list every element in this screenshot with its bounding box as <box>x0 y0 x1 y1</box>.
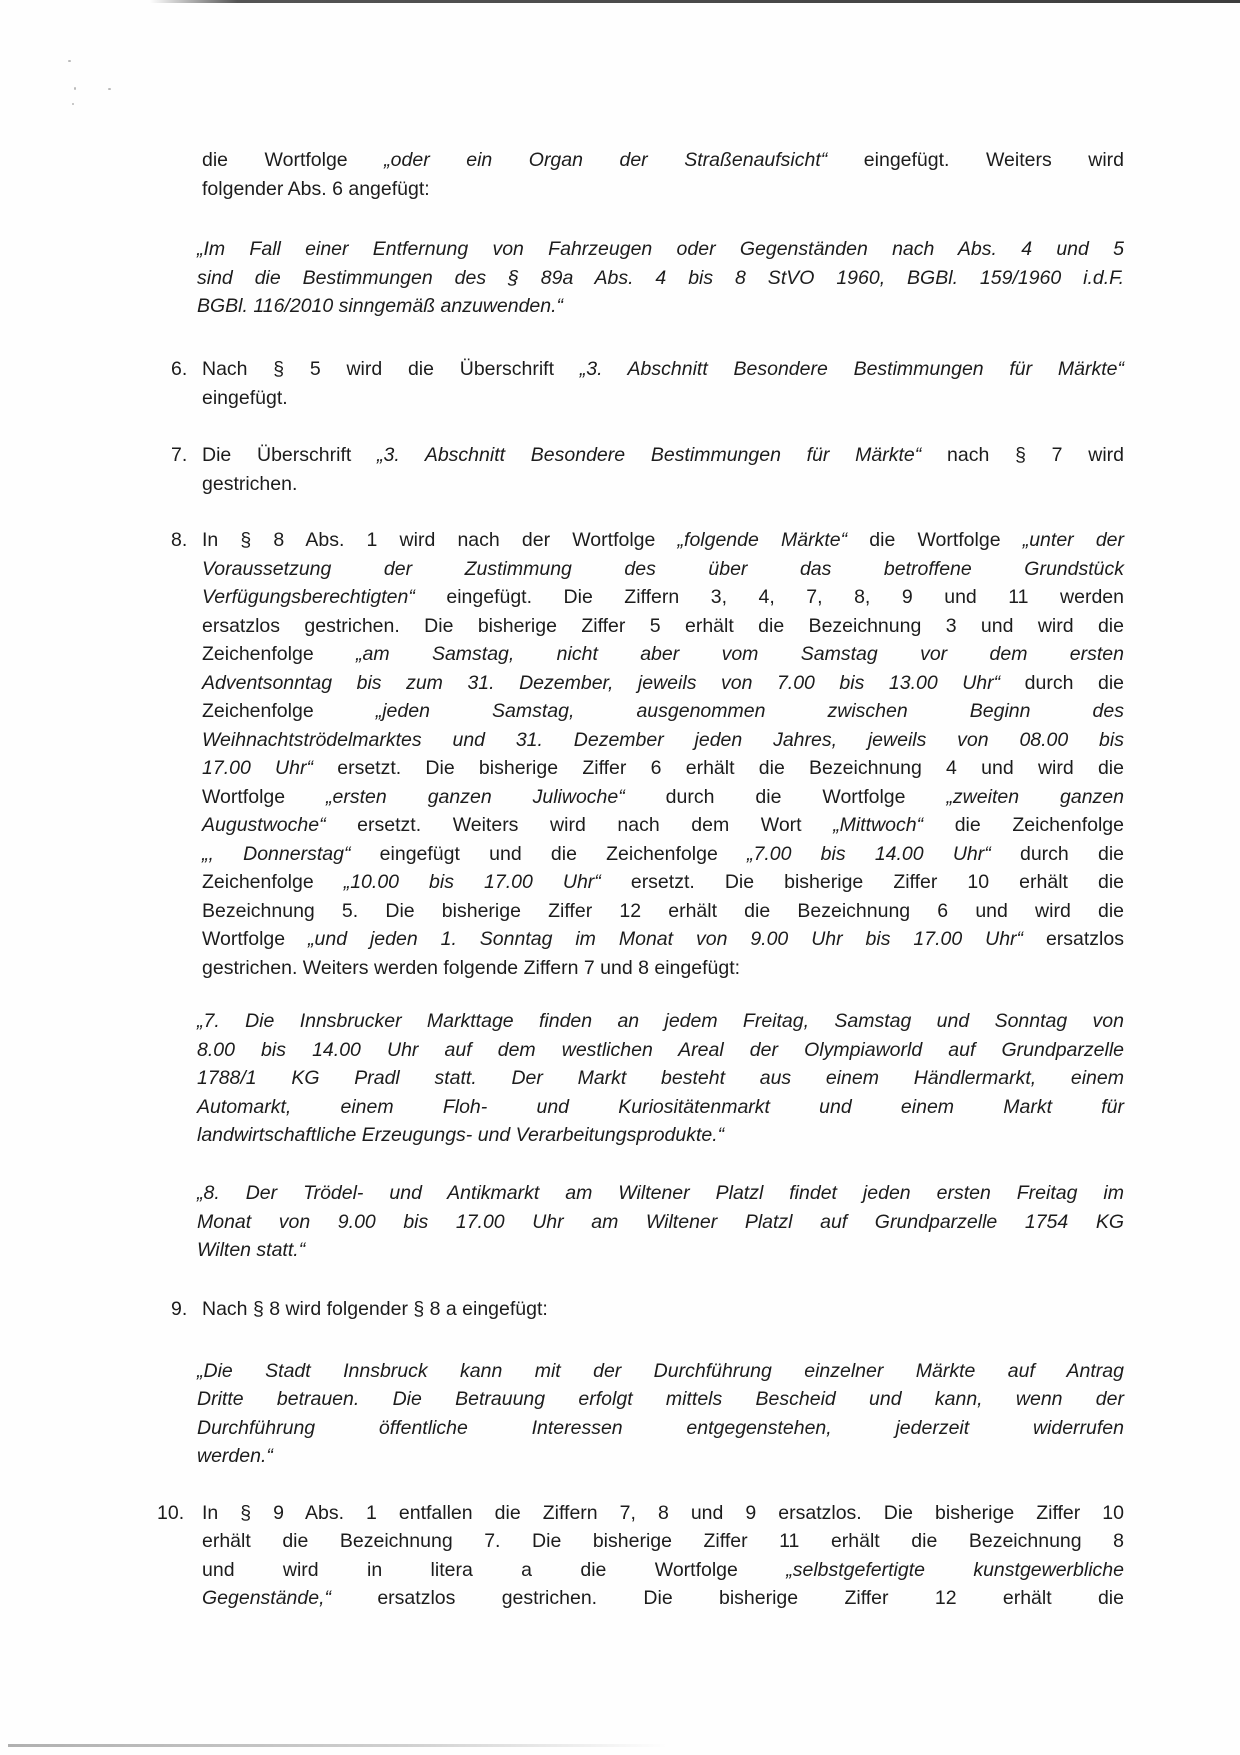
item-number: 6. <box>171 358 188 380</box>
scan-speckle <box>72 103 74 105</box>
text-line: Zeichenfolge „10.00 bis 17.00 Uhr“ ersetzt. Die bisherige Ziffer 10 erhält die <box>202 871 1125 893</box>
scan-speckle <box>108 88 111 90</box>
text-line: die Wortfolge „oder ein Organ der Straßenaufsicht“ eingefügt. Weiters wird <box>202 149 1124 171</box>
block-item-7 <box>171 441 1125 498</box>
text-line: Bezeichnung 5. Die bisherige Ziffer 12 erhält die Bezeichnung 6 und wird die <box>202 899 1124 922</box>
text-line: Gegenstände,“ ersatzlos gestrichen. Die bisherige Ziffer 12 erhält die <box>202 1587 1124 1609</box>
text-line: erhält die Bezeichnung 7. Die bisherige Ziffer 11 erhält die Bezeichnung 8 <box>202 1530 1124 1552</box>
document-body <box>0 146 1240 1613</box>
text-line: Monat von 9.00 bis 17.00 Uhr am Wiltener Platzl auf Grundparzelle 1754 KG <box>197 1210 1124 1233</box>
text-line: 8.00 bis 14.00 Uhr auf dem westlichen Areal der Olympiaworld auf Grundparzelle <box>197 1038 1124 1061</box>
text-line: „8. Der Trödel- und Antikmarkt am Wiltener Platzl findet jeden ersten Freitag im <box>197 1182 1124 1204</box>
text-line: ersatzlos gestrichen. Die bisherige Ziffer 5 erhält die Bezeichnung 3 und wird die <box>202 614 1124 637</box>
scan-speckle <box>74 87 76 90</box>
text-line: Augustwoche“ ersetzt. Weiters wird nach dem Wort „Mittwoch“ die Zeichenfolge <box>202 814 1124 836</box>
text-line: Zeichenfolge „am Samstag, nicht aber vom Samstag vor dem ersten <box>202 643 1124 665</box>
text-line: Voraussetzung der Zustimmung des über das betroffene Grundstück <box>202 557 1124 580</box>
block-item-8 <box>171 526 1125 982</box>
text-line: „7. Die Innsbrucker Markttage finden an jedem Freitag, Samstag und Sonntag von <box>197 1010 1124 1032</box>
text-line: gestrichen. Weiters werden folgende Ziffern 7 und 8 eingefügt: <box>202 956 741 979</box>
text-line: Verfügungsberechtigten“ eingefügt. Die Ziffern 3, 4, 7, 8, 9 und 11 werden <box>202 586 1124 608</box>
text-line: Adventsonntag bis zum 31. Dezember, jeweils von 7.00 bis 13.00 Uhr“ durch die <box>202 671 1125 694</box>
text-line: Die Überschrift „3. Abschnitt Besondere Bestimmungen für Märkte“ nach § 7 wird <box>202 444 1125 466</box>
text-line: In § 8 Abs. 1 wird nach der Wortfolge „folgende Märkte“ die Wortfolge „unter der <box>202 529 1125 551</box>
block-intro <box>202 146 1124 203</box>
text-line: „Im Fall einer Entfernung von Fahrzeugen oder Gegenständen nach Abs. 4 und 5 <box>197 238 1124 260</box>
item-number: 9. <box>171 1298 188 1320</box>
item-number: 8. <box>171 529 188 551</box>
text-line: folgender Abs. 6 angefügt: <box>202 177 430 200</box>
text-line: Nach § 8 wird folgender § 8 a eingefügt: <box>202 1298 548 1320</box>
text-line: Automarkt, einem Floh- und Kuriositätenmarkt und einem Markt für <box>197 1095 1124 1118</box>
block-quote-abs6 <box>197 235 1124 321</box>
text-line: Wilten statt.“ <box>197 1239 306 1261</box>
text-line: Weihnachtströdelmarktes und 31. Dezember jeden Jahres, jeweils von 08.00 bis <box>202 728 1124 751</box>
text-line: Wortfolge „und jeden 1. Sonntag im Monat von 9.00 Uhr bis 17.00 Uhr“ ersatzlos <box>202 928 1124 950</box>
block-item-6 <box>171 355 1124 412</box>
text-line: sind die Bestimmungen des § 89a Abs. 4 bis 8 StVO 1960, BGBl. 159/1960 i.d.F. <box>197 266 1124 289</box>
text-line: gestrichen. <box>202 472 298 495</box>
item-number: 7. <box>171 444 188 466</box>
text-line: Dritte betrauen. Die Betrauung erfolgt mittels Bescheid und kann, wenn der <box>197 1388 1124 1410</box>
text-line: BGBl. 116/2010 sinngemäß anzuwenden.“ <box>197 295 564 317</box>
text-line: Durchführung öffentliche Interessen entgegenstehen, jederzeit widerrufen <box>197 1416 1124 1439</box>
text-line: Nach § 5 wird die Überschrift „3. Abschnitt Besondere Bestimmungen für Märkte“ <box>202 358 1124 380</box>
text-line: werden.“ <box>197 1445 273 1467</box>
text-line: landwirtschaftliche Erzeugungs- und Verarbeitungsprodukte.“ <box>197 1124 725 1146</box>
block-quote-ziffer8 <box>197 1179 1124 1265</box>
block-quote-8a <box>197 1357 1124 1471</box>
text-line: 1788/1 KG Pradl statt. Der Markt besteht aus einem Händlermarkt, einem <box>197 1067 1124 1089</box>
scan-speckle <box>68 60 71 62</box>
scan-line-bottom <box>8 1744 668 1747</box>
text-line: eingefügt. <box>202 386 288 409</box>
scan-line-top <box>150 0 1240 3</box>
text-line: 17.00 Uhr“ ersetzt. Die bisherige Ziffer 6 erhält die Bezeichnung 4 und wird die <box>202 757 1124 779</box>
text-line: In § 9 Abs. 1 entfallen die Ziffern 7, 8 und 9 ersatzlos. Die bisherige Ziffer 10 <box>202 1501 1124 1524</box>
block-quote-ziffer7 <box>197 1007 1124 1150</box>
text-line: „Die Stadt Innsbruck kann mit der Durchführung einzelner Märkte auf Antrag <box>197 1359 1124 1382</box>
block-item-9 <box>171 1295 1124 1324</box>
text-line: „, Donnerstag“ eingefügt und die Zeichenfolge „7.00 bis 14.00 Uhr“ durch die <box>202 842 1125 865</box>
text-line: Zeichenfolge „jeden Samstag, ausgenommen zwischen Beginn des <box>202 700 1124 722</box>
block-item-10 <box>157 1499 1125 1613</box>
item-number: 10. <box>157 1501 185 1524</box>
text-line: Wortfolge „ersten ganzen Juliwoche“ durch die Wortfolge „zweiten ganzen <box>202 785 1124 808</box>
text-line: und wird in litera a die Wortfolge „selbstgefertigte kunstgewerbliche <box>202 1558 1125 1581</box>
